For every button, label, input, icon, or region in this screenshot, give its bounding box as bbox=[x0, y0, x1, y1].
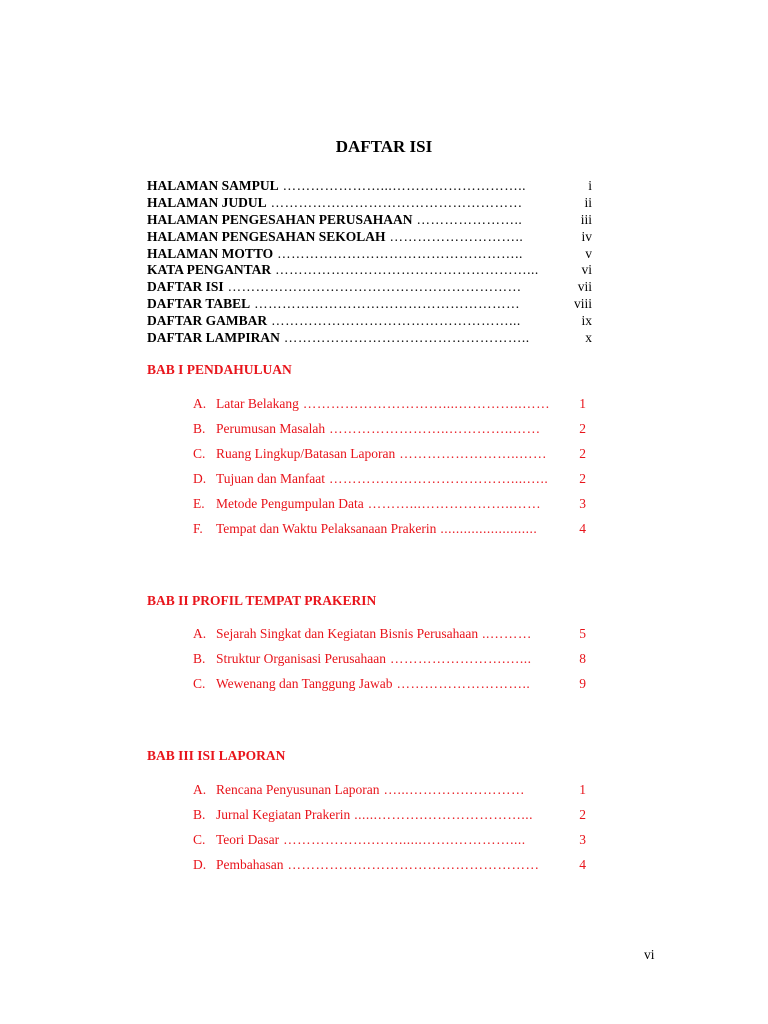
toc-item-letter: B. bbox=[193, 807, 206, 822]
chapter-item-list bbox=[193, 782, 586, 882]
toc-subitem-row bbox=[193, 676, 586, 701]
toc-item-letter: C. bbox=[193, 446, 206, 461]
toc-subitem-row bbox=[193, 421, 586, 446]
toc-page-number: 2 bbox=[579, 446, 586, 461]
toc-page-number: vi bbox=[581, 262, 592, 278]
toc-leader-dots: ……………………..…… bbox=[399, 446, 547, 461]
toc-item-label: Struktur Organisasi Perusahaan bbox=[216, 651, 386, 666]
toc-page-number: 3 bbox=[579, 496, 586, 511]
toc-page-number: vii bbox=[577, 279, 592, 295]
toc-item-letter: E. bbox=[193, 496, 205, 511]
toc-item-label: Ruang Lingkup/Batasan Laporan bbox=[216, 446, 396, 461]
toc-leader-dots: …………………………………………….. bbox=[277, 245, 523, 261]
toc-item-label: Teori Dasar bbox=[216, 832, 280, 847]
toc-leader-dots: …...………….………… bbox=[383, 782, 525, 797]
toc-item-label: Tujuan dan Manfaat bbox=[216, 471, 325, 486]
chapter-item-list bbox=[193, 396, 586, 546]
toc-leader-dots: ………………………………………………... bbox=[275, 262, 539, 278]
toc-item-label: Metode Pengumpulan Data bbox=[216, 496, 364, 511]
toc-row bbox=[147, 262, 592, 279]
toc-label: HALAMAN SAMPUL bbox=[147, 178, 279, 193]
toc-page-number: 4 bbox=[579, 521, 586, 536]
toc-subitem-row bbox=[193, 782, 586, 807]
chapter-item-list bbox=[193, 626, 586, 701]
chapter-heading: BAB III ISI LAPORAN bbox=[147, 748, 286, 763]
front-matter-list bbox=[147, 178, 592, 347]
toc-leader-dots: …………………………………………….. bbox=[283, 330, 530, 346]
toc-subitem-row bbox=[193, 496, 586, 521]
toc-leader-dots: ……………………………………………… bbox=[287, 857, 540, 872]
toc-page-number: iii bbox=[580, 211, 592, 227]
toc-leader-dots: …………………….…... bbox=[389, 651, 532, 666]
toc-leader-dots: ………...………………..…… bbox=[367, 496, 542, 511]
toc-item-letter: B. bbox=[193, 651, 206, 666]
toc-subitem-row bbox=[193, 521, 586, 546]
toc-leader-dots: ......……….…………………... bbox=[354, 807, 533, 822]
toc-item-letter: D. bbox=[193, 471, 207, 486]
toc-row bbox=[147, 178, 592, 195]
toc-row bbox=[147, 313, 592, 330]
toc-label: HALAMAN PENGESAHAN SEKOLAH bbox=[147, 228, 386, 244]
toc-page-number: 1 bbox=[579, 782, 586, 797]
toc-label: HALAMAN MOTTO bbox=[147, 245, 274, 261]
toc-item-label: Perumusan Masalah bbox=[216, 421, 326, 436]
toc-subitem-row bbox=[193, 471, 586, 496]
toc-label: DAFTAR LAMPIRAN bbox=[147, 330, 280, 346]
toc-subitem-row bbox=[193, 857, 586, 882]
toc-subitem-row bbox=[193, 396, 586, 421]
toc-page-number: 1 bbox=[579, 396, 586, 411]
toc-page-number: viii bbox=[573, 296, 592, 312]
toc-leader-dots: ……………………….. bbox=[389, 228, 524, 244]
toc-label: HALAMAN PENGESAHAN PERUSAHAAN bbox=[147, 211, 413, 227]
toc-item-letter: D. bbox=[193, 857, 207, 872]
toc-subitem-row bbox=[193, 807, 586, 832]
toc-row bbox=[147, 279, 592, 296]
toc-page-number: 2 bbox=[579, 421, 586, 436]
toc-item-letter: A. bbox=[193, 782, 207, 797]
toc-item-letter: C. bbox=[193, 676, 206, 691]
toc-leader-dots: ..……… bbox=[482, 626, 532, 641]
toc-leader-dots: ……………………..…………..…… bbox=[329, 421, 541, 436]
toc-leader-dots: ………………….. bbox=[416, 211, 523, 227]
chapter-heading: BAB I PENDAHULUAN bbox=[147, 362, 292, 377]
toc-item-label: Rencana Penyusunan Laporan bbox=[216, 782, 380, 797]
page-title: DAFTAR ISI bbox=[335, 137, 433, 156]
toc-item-label: Pembahasan bbox=[216, 857, 284, 872]
toc-item-label: Latar Belakang bbox=[216, 396, 299, 411]
toc-leader-dots: ……………………….. bbox=[396, 676, 531, 691]
toc-subitem-row bbox=[193, 626, 586, 651]
toc-row bbox=[147, 195, 592, 212]
page-number: vi bbox=[644, 947, 655, 962]
toc-leader-dots: ……………………………………………………… bbox=[227, 279, 522, 295]
chapter-heading: BAB II PROFIL TEMPAT PRAKERIN bbox=[147, 593, 377, 608]
toc-leader-dots: ……………………………………………... bbox=[271, 313, 521, 329]
toc-item-letter: B. bbox=[193, 421, 206, 436]
toc-leader-dots: …………………...……………………….. bbox=[282, 178, 526, 193]
toc-page-number: 2 bbox=[579, 471, 586, 486]
toc-item-label: Jurnal Kegiatan Prakerin bbox=[216, 807, 351, 822]
toc-label: HALAMAN JUDUL bbox=[147, 194, 267, 210]
toc-leader-dots: …………………………………....….. bbox=[328, 471, 549, 486]
toc-page-number: 3 bbox=[579, 832, 586, 847]
toc-page-number: 5 bbox=[579, 626, 586, 641]
toc-leader-dots: ......................... bbox=[440, 521, 538, 536]
toc-label: DAFTAR GAMBAR bbox=[147, 313, 268, 329]
toc-page-number: 4 bbox=[579, 857, 586, 872]
toc-row bbox=[147, 330, 592, 347]
toc-page-number: i bbox=[588, 178, 592, 193]
toc-subitem-row bbox=[193, 651, 586, 676]
toc-page-number: 2 bbox=[579, 807, 586, 822]
toc-page-number: v bbox=[585, 245, 592, 261]
toc-label: KATA PENGANTAR bbox=[147, 262, 272, 278]
toc-item-letter: A. bbox=[193, 626, 207, 641]
toc-page-number: x bbox=[585, 330, 592, 346]
toc-row bbox=[147, 229, 592, 246]
toc-page-number: 9 bbox=[579, 676, 586, 691]
toc-row bbox=[147, 212, 592, 229]
toc-item-label: Sejarah Singkat dan Kegiatan Bisnis Perusahaan bbox=[216, 626, 479, 641]
toc-label: DAFTAR ISI bbox=[147, 279, 224, 295]
toc-leader-dots: ………………………………………………… bbox=[254, 296, 521, 312]
toc-item-letter: A. bbox=[193, 396, 207, 411]
toc-row bbox=[147, 296, 592, 313]
toc-row bbox=[147, 246, 592, 263]
toc-item-letter: C. bbox=[193, 832, 206, 847]
toc-item-label: Tempat dan Waktu Pelaksanaan Prakerin bbox=[216, 521, 437, 536]
toc-leader-dots: ……………….……......…….………….... bbox=[283, 832, 526, 847]
toc-page-number: ix bbox=[581, 313, 592, 329]
toc-page-number: iv bbox=[581, 228, 592, 244]
toc-item-label: Wewenang dan Tanggung Jawab bbox=[216, 676, 393, 691]
toc-leader-dots: …………………………....…………..…… bbox=[302, 396, 551, 411]
toc-subitem-row bbox=[193, 832, 586, 857]
toc-subitem-row bbox=[193, 446, 586, 471]
toc-page-number: ii bbox=[584, 194, 592, 210]
toc-page-number: 8 bbox=[579, 651, 586, 666]
toc-label: DAFTAR TABEL bbox=[147, 296, 251, 312]
toc-leader-dots: ……………………………………………… bbox=[270, 194, 523, 210]
toc-item-letter: F. bbox=[193, 521, 203, 536]
